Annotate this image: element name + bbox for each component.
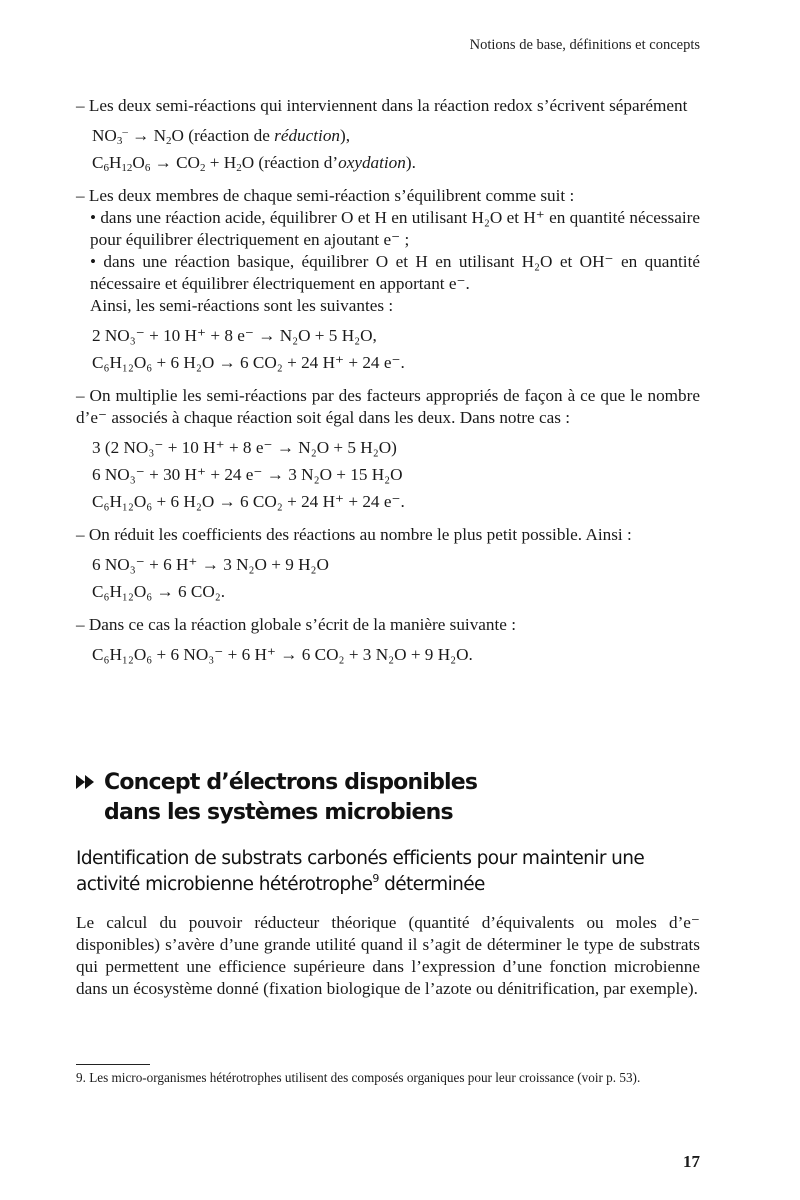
step-multiply [76, 385, 700, 513]
equation: C₆H₁₂O₆ → 6 CO₂. [92, 582, 226, 601]
section-title-line-1: Concept d’électrons disponibles [104, 770, 478, 795]
equation-reduction: $NO_3^- \to N_2O$ (réaction de réduction), [92, 126, 351, 147]
page-body [76, 95, 700, 677]
footnote-divider [76, 1064, 150, 1065]
bullet-acid: • dans une réaction acide, équilibrer O et H en utilisant H₂O et H⁺ en quantité nécessaire pour équilibrer électriquement en ajoutant e⁻ ; [90, 208, 700, 249]
subsection-heading: Identification de substrats carbonés efficients pour maintenir une activité microbienne hétérotrophe$^9$ déterminée [76, 848, 645, 895]
equation: 6 NO₃⁻ + 6 H⁺ → 3 N₂O + 9 H₂O [92, 555, 329, 574]
equation-oxidation: $C_6H_{12}O_6 \to CO_2 + H_2O$ (réaction d’oxydation). [92, 153, 416, 174]
equation: 6 NO₃⁻ + 30 H⁺ + 24 e⁻ → 3 N₂O + 15 H₂O [92, 465, 403, 484]
equation-global: C₆H₁₂O₆ + 6 NO₃⁻ + 6 H⁺ → 6 CO₂ + 3 N₂O + 9 H₂O. [92, 645, 473, 664]
step-half-reactions [76, 95, 700, 174]
section-heading [76, 768, 477, 828]
running-head: Notions de base, définitions et concepts [469, 37, 700, 53]
equation: C₆H₁₂O₆ + 6 H₂O → 6 CO₂ + 24 H⁺ + 24 e⁻. [92, 492, 405, 511]
footnote: 9. Les micro-organismes hétérotrophes utilisent des composés organiques pour leur croissance (voir p. 53). [76, 1070, 641, 1085]
equation: 2 NO₃⁻ + 10 H⁺ + 8 e⁻ → N₂O + 5 H₂O, [92, 326, 377, 345]
step-intro: – Les deux membres de chaque semi-réaction s’équilibrent comme suit : [76, 186, 575, 205]
footnote-ref[interactable]: 9 [372, 872, 379, 885]
step-balancing [76, 185, 700, 374]
page-number: 17 [683, 1152, 700, 1171]
step-conclusion: Ainsi, les semi-réactions sont les suivantes : [90, 296, 394, 315]
body-paragraph: Le calcul du pouvoir réducteur théorique (quantité d’équivalents ou moles d’e⁻ disponibles) s’avère d’une grande utilité quand il s’agit de déterminer le type de substrats qui permettent une efficience supérieure dans l’expression d’une fonction microbienne dans un écosystème donné (fixation biologique de l’azote ou dénitrification, par exemple). [76, 913, 700, 998]
step-intro: – On multiplie les semi-réactions par des facteurs appropriés de façon à ce que le nombre d’e⁻ associés à chaque réaction soit égal dans les deux. Dans notre cas : [76, 386, 700, 427]
bullet-basic: • dans une réaction basique, équilibrer O et H en utilisant H₂O et OH⁻ en quantité nécessaire et équilibrer électriquement en apportant e⁻. [90, 252, 700, 293]
step-intro: – Dans ce cas la réaction globale s’écrit de la manière suivante : [76, 615, 516, 634]
equation: C₆H₁₂O₆ + 6 H₂O → 6 CO₂ + 24 H⁺ + 24 e⁻. [92, 353, 405, 372]
equation: 3 (2 NO₃⁻ + 10 H⁺ + 8 e⁻ → N₂O + 5 H₂O) [92, 438, 397, 457]
step-reduce [76, 524, 700, 603]
section-title-line-2: dans les systèmes microbiens [104, 800, 453, 825]
step-intro: – Les deux semi-réactions qui interviennent dans la réaction redox s’écrivent séparément [76, 96, 688, 115]
step-global [76, 614, 700, 666]
step-intro: – On réduit les coefficients des réactions au nombre le plus petit possible. Ainsi : [76, 525, 632, 544]
double-arrow-right-icon [76, 768, 104, 798]
